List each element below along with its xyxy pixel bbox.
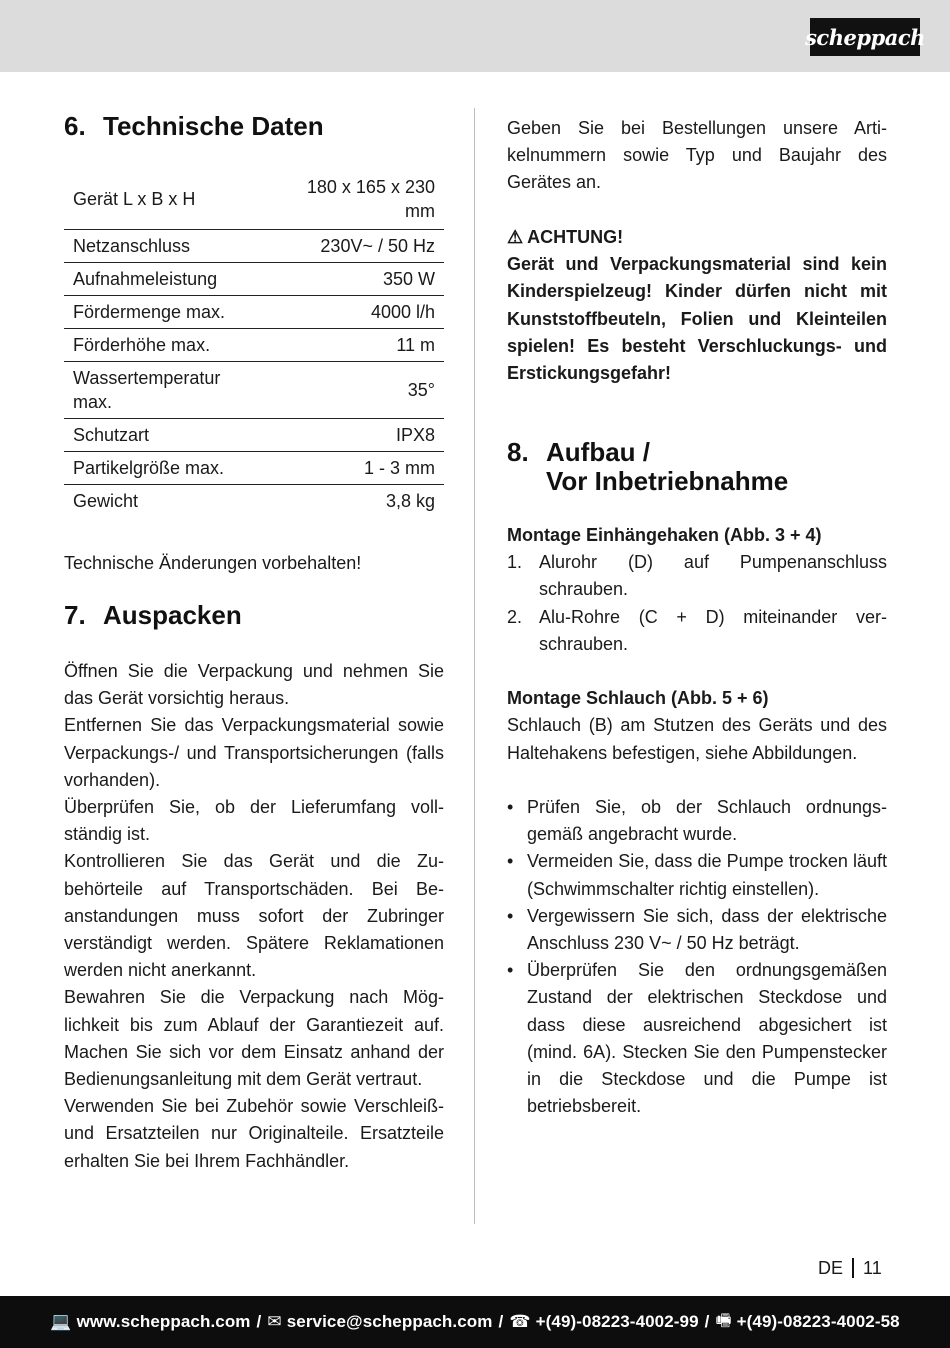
spec-value: 350 W bbox=[382, 268, 435, 289]
bullet: • bbox=[507, 905, 514, 926]
step-number: 1. bbox=[507, 552, 523, 573]
unpacking-text bbox=[64, 658, 444, 1175]
spec-row bbox=[64, 451, 444, 484]
check-bullets bbox=[507, 794, 887, 1120]
paragraph: Kontrollieren Sie das Gerät und die Zubehörteile auf Transportschäden. Bei Beanstandungen muss sofort der Zubringer verständigt werden. Spätere Reklamationen werden nicht anerkannt. bbox=[64, 851, 444, 981]
bullet: • bbox=[507, 960, 514, 981]
list-item bbox=[507, 549, 887, 603]
technical-data-table bbox=[64, 169, 444, 517]
step-text: Alu-Rohre (C + D) miteinander verschrauben. bbox=[539, 606, 887, 654]
website-link[interactable]: www.scheppach.com bbox=[76, 1312, 251, 1331]
list-item bbox=[507, 957, 887, 1120]
fax-number: +(49)-08223-4002-58 bbox=[736, 1312, 900, 1331]
page-number bbox=[818, 1256, 882, 1280]
fax-icon: 🖷 bbox=[715, 1310, 732, 1330]
list-item bbox=[507, 604, 887, 658]
bullet: • bbox=[507, 851, 514, 872]
warning-text: Gerät und Verpackungsmaterial sind kein Kinderspielzeug! Kinder dürfen nicht mit Kunststoffbeuteln, Folien und Kleinteilen spielen! Es besteht Verschluckungs- und Erstickungsgefahr! bbox=[507, 254, 887, 384]
hose-text: Schlauch (B) am Stutzen des Geräts und des Haltehakens befestigen, siehe Abbildungen. bbox=[507, 715, 887, 763]
bullet-text: Prüfen Sie, ob der Schlauch ordnungsgemäß angebracht wurde. bbox=[527, 797, 887, 845]
section-number: 8. bbox=[507, 437, 529, 467]
section-title: Technische Daten bbox=[103, 111, 324, 141]
paragraph: Geben Sie bei Bestellungen unsere Artikelnummern sowie Typ und Baujahr des Gerätes an. bbox=[507, 118, 887, 193]
spec-label: Netzanschluss bbox=[73, 235, 191, 256]
bullet-text: Überprüfen Sie den ordnungsgemäßen Zustand der elektrischen Steckdose und dass diese ausreichend abgesichert ist (mind. 6A). Stecken Sie den Pumpenstecker in die Steckdose und die Pumpe ist betriebsbereit. bbox=[527, 960, 887, 1117]
section-7-heading bbox=[64, 601, 242, 630]
spec-value: 11 m bbox=[396, 334, 435, 355]
technical-changes-note bbox=[64, 550, 444, 577]
spec-row bbox=[64, 418, 444, 451]
paragraph: Verwenden Sie bei Zubehör sowie Verschleiß- und Ersatzteilen nur Originalteile. Ersatzteile erhalten Sie bei Ihrem Fachhändler. bbox=[64, 1096, 444, 1171]
hook-heading: Montage Einhängehaken (Abb. 3 + 4) bbox=[507, 525, 822, 545]
spec-value: 1 - 3 mm bbox=[363, 457, 435, 478]
step-text: Alurohr (D) auf Pumpenanschluss schrauben. bbox=[539, 552, 887, 600]
spec-value: 35° bbox=[407, 379, 435, 400]
spec-label: Partikelgröße max. bbox=[73, 457, 225, 478]
spec-row bbox=[64, 484, 444, 517]
bullet: • bbox=[507, 797, 514, 817]
section-number: 6. bbox=[64, 111, 86, 141]
section-8-heading bbox=[507, 438, 788, 496]
warning-icon: ⚠ bbox=[507, 227, 524, 247]
mail-icon: ✉ bbox=[267, 1312, 282, 1331]
separator: / bbox=[256, 1312, 262, 1331]
computer-icon: 💻 bbox=[50, 1312, 72, 1331]
assembly-text bbox=[507, 522, 887, 1120]
section-title: Auspacken bbox=[103, 600, 242, 630]
step-number: 2. bbox=[507, 606, 523, 627]
spec-row bbox=[64, 328, 444, 361]
footer-bar bbox=[0, 1296, 950, 1348]
paragraph: Öffnen Sie die Verpackung und nehmen Sie das Gerät vorsichtig heraus. bbox=[64, 661, 444, 709]
warning-title: ACHTUNG! bbox=[527, 227, 624, 247]
phone-icon: ☎ bbox=[509, 1312, 531, 1331]
spec-label: Schutzart bbox=[73, 424, 150, 445]
bullet-text: Vergewissern Sie sich, dass der elektrische Anschluss 230 V~ / 50 Hz beträgt. bbox=[527, 905, 887, 954]
note-text: Technische Änderungen vorbehalten! bbox=[64, 553, 362, 573]
warning-heading bbox=[507, 224, 887, 251]
section-number: 7. bbox=[64, 600, 86, 630]
bullet-text: Vermeiden Sie, dass die Pumpe trocken läuft (Schwimmschalter richtig einstellen). bbox=[527, 851, 887, 899]
phone-number: +(49)-08223-4002-99 bbox=[535, 1312, 699, 1331]
spec-label: Förderhöhe max. bbox=[73, 334, 211, 355]
spec-value: 3,8 kg bbox=[385, 490, 435, 511]
spec-value: IPX8 bbox=[395, 424, 435, 445]
spec-label: Gewicht bbox=[73, 490, 139, 511]
column-divider bbox=[474, 108, 475, 1224]
list-item bbox=[507, 794, 887, 848]
list-item bbox=[507, 903, 887, 957]
paragraph: Bewahren Sie die Verpackung nach Möglichkeit bis zum Ablauf der Garantiezeit auf. Machen Sie sich vor dem Einsatz anhand der Bedienungsanleitung mit dem Gerät vertraut. bbox=[64, 987, 444, 1090]
separator: / bbox=[704, 1312, 710, 1331]
page-number-value: 11 bbox=[863, 1258, 882, 1278]
page-separator bbox=[852, 1258, 854, 1278]
spacer bbox=[507, 767, 887, 794]
paragraph: Überprüfen Sie, ob der Lieferumfang vollständig ist. bbox=[64, 797, 444, 845]
spec-row bbox=[64, 229, 444, 262]
scheppach-logo: scheppach bbox=[810, 18, 920, 56]
paragraph: Entfernen Sie das Verpackungsmaterial sowie Verpackungs-/ und Transportsicherungen (falls vorhanden). bbox=[64, 715, 444, 790]
warning-block bbox=[507, 224, 887, 387]
spec-value: 230V~ / 50 Hz bbox=[320, 235, 435, 256]
spec-value: 180 x 165 x 230 mm bbox=[306, 176, 435, 221]
email-link[interactable]: service@scheppach.com bbox=[286, 1312, 493, 1331]
spec-label: Wassertemperatur max. bbox=[73, 367, 221, 412]
spec-label: Aufnahmeleistung bbox=[73, 268, 218, 289]
spec-row bbox=[64, 169, 444, 229]
spec-label: Gerät L x B x H bbox=[73, 188, 196, 209]
hose-heading: Montage Schlauch (Abb. 5 + 6) bbox=[507, 688, 769, 709]
language-code: DE bbox=[818, 1258, 844, 1278]
spec-label: Fördermenge max. bbox=[73, 301, 226, 322]
spec-row bbox=[64, 295, 444, 328]
spacer bbox=[507, 658, 887, 685]
separator: / bbox=[498, 1312, 504, 1331]
hook-steps bbox=[507, 549, 887, 658]
section-title-line-1: Aufbau / bbox=[546, 437, 650, 467]
spec-row bbox=[64, 361, 444, 418]
spec-row bbox=[64, 262, 444, 295]
order-info bbox=[507, 115, 887, 197]
section-title-line-2: Vor Inbetriebnahme bbox=[546, 466, 789, 496]
section-6-heading bbox=[64, 112, 324, 141]
spec-value: 4000 l/h bbox=[370, 301, 435, 322]
list-item bbox=[507, 848, 887, 902]
